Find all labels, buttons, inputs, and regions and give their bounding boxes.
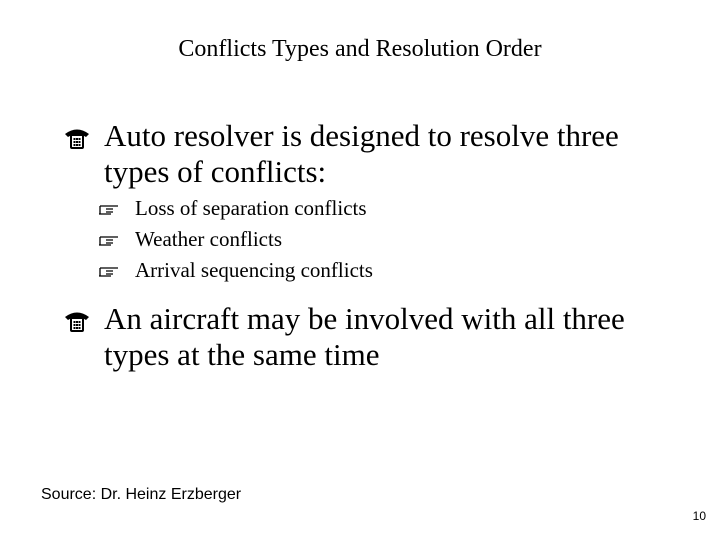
telephone-icon (62, 307, 92, 333)
telephone-icon (62, 124, 92, 150)
bullet-line: Auto resolver is designed to resolve three (104, 118, 619, 153)
bullet-text (104, 118, 682, 190)
pointing-hand-icon (98, 264, 120, 278)
list-item-text: Loss of separation conflicts (135, 196, 367, 220)
bullet-text (104, 301, 682, 373)
list-item (98, 225, 658, 256)
conflict-types-list (98, 194, 658, 287)
bullet-line: types at the same time (104, 337, 380, 372)
list-item-text: Arrival sequencing conflicts (135, 258, 373, 282)
bullet-line: An aircraft may be involved with all three (104, 301, 625, 336)
bullet-aircraft-involvement (62, 301, 682, 373)
bullet-auto-resolver (62, 118, 682, 190)
list-item-text: Weather conflicts (135, 227, 282, 251)
page-number: 10 (692, 509, 706, 523)
bullet-line: types of conflicts: (104, 154, 327, 189)
pointing-hand-icon (98, 233, 120, 247)
slide-title: Conflicts Types and Resolution Order (178, 36, 542, 62)
list-item (98, 256, 658, 287)
list-item (98, 194, 658, 225)
source-credit: Source: Dr. Heinz Erzberger (41, 486, 242, 503)
pointing-hand-icon (98, 202, 120, 216)
